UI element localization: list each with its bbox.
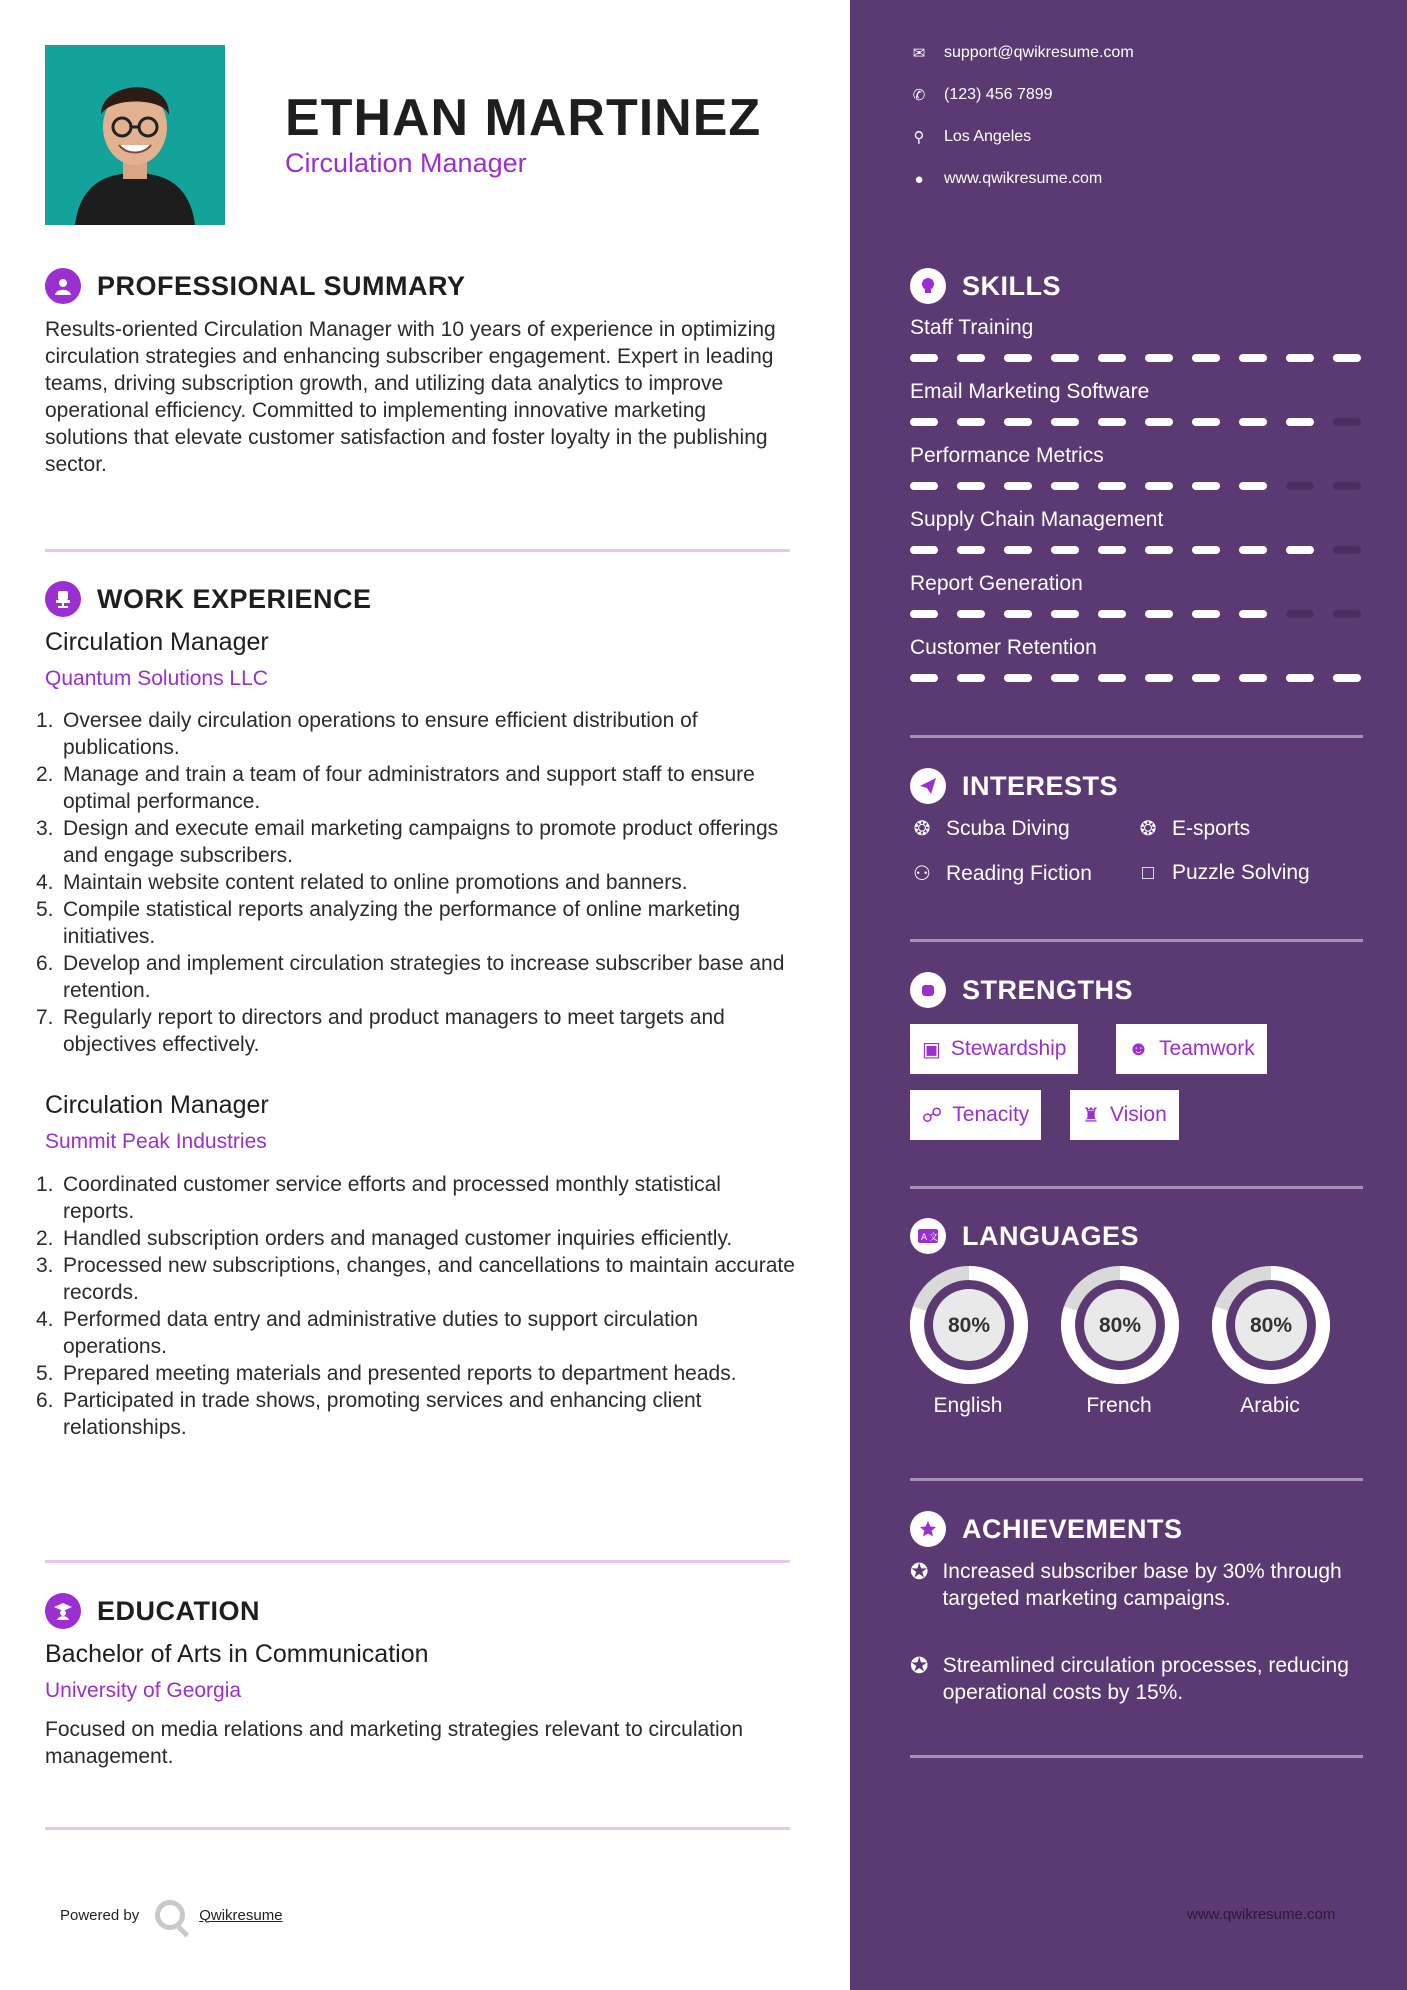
interest-item: ❂ E-sports <box>1136 816 1250 841</box>
strengths-title: STRENGTHS <box>962 974 1134 1005</box>
skill-dot <box>957 482 985 490</box>
skill-dot <box>1192 610 1220 618</box>
skill-level <box>910 418 1380 426</box>
skill-dot <box>1145 482 1173 490</box>
skill-dot <box>1286 610 1314 618</box>
section-divider <box>910 1755 1363 1758</box>
list-item: 2. Manage and train a team of four administrators and support staff to ensure optimal performance. <box>36 763 755 813</box>
skill-dot <box>1004 610 1032 618</box>
list-item: 4. Maintain website content related to online promotions and banners. <box>36 871 688 894</box>
language-item <box>1210 1264 1330 1418</box>
skill-name: Customer Retention <box>910 636 1097 659</box>
skill-dot <box>910 610 938 618</box>
qwikresume-logo <box>155 1900 185 1930</box>
job-title: Circulation Manager <box>45 1091 269 1119</box>
education-heading <box>45 1593 260 1629</box>
skill-level <box>910 482 1380 490</box>
job-duties <box>36 1171 795 1441</box>
skill-dot <box>1239 610 1267 618</box>
star-badge-icon <box>910 1511 946 1547</box>
translate-icon <box>910 1218 946 1254</box>
skill-dot <box>1333 354 1361 362</box>
skill-dot <box>1145 418 1173 426</box>
skill-dot <box>910 674 938 682</box>
skill-level <box>910 610 1380 618</box>
skill-dot <box>1098 482 1126 490</box>
skill-dot <box>1333 482 1361 490</box>
lifebuoy-icon: ❂ <box>1139 818 1157 840</box>
language-ring <box>1059 1264 1181 1386</box>
skill-dot <box>910 546 938 554</box>
skill-dot <box>1098 418 1126 426</box>
graduate-icon <box>45 1593 81 1629</box>
skill-dot <box>1333 674 1361 682</box>
language-item <box>908 1264 1028 1418</box>
skill-dot <box>1239 674 1267 682</box>
skill-dot <box>1051 354 1079 362</box>
sidebar <box>850 0 1407 1990</box>
achievement-item: ✪ Streamlined circulation processes, reducing operational costs by 15%. <box>910 1653 1349 1704</box>
company-name: Summit Peak Industries <box>45 1130 267 1153</box>
section-divider <box>910 1478 1363 1481</box>
list-item: 3. Processed new subscriptions, changes, and cancellations to maintain accurate records. <box>36 1254 795 1304</box>
list-item: 6. Develop and implement circulation strategies to increase subscriber base and retention. <box>36 952 785 1002</box>
strength-tag: ☍ Tenacity <box>910 1090 1041 1140</box>
skill-dot <box>957 674 985 682</box>
section-divider <box>910 735 1363 738</box>
skill-dot <box>1004 418 1032 426</box>
briefcase-icon: ▣ <box>922 1038 941 1061</box>
envelope-icon: ✉ <box>912 45 926 62</box>
skill-dot <box>1286 546 1314 554</box>
skill-dot <box>1098 610 1126 618</box>
skill-name: Supply Chain Management <box>910 508 1164 531</box>
contact-email[interactable]: ✉ support@qwikresume.com <box>910 44 1134 62</box>
powered-by: Powered by Qwikresume <box>60 1900 283 1930</box>
achievements-title: ACHIEVEMENTS <box>962 1513 1183 1544</box>
list-item: 1. Oversee daily circulation operations to ensure efficient distribution of publications. <box>36 709 698 759</box>
summary-title: PROFESSIONAL SUMMARY <box>97 270 466 301</box>
contact-phone[interactable]: ✆ (123) 456 7899 <box>910 86 1053 104</box>
shooting-star-icon: ✪ <box>910 1559 929 1584</box>
list-item: 6. Participated in trade shows, promoting services and enhancing client relationships. <box>36 1389 702 1439</box>
shooting-star-icon: ✪ <box>910 1653 929 1678</box>
skill-dot <box>1192 418 1220 426</box>
skill-dot <box>1098 674 1126 682</box>
profile-photo <box>45 45 225 225</box>
achievement-item: ✪ Increased subscriber base by 30% through targeted marketing campaigns. <box>910 1559 1342 1610</box>
section-divider <box>45 549 790 552</box>
skill-dot <box>957 354 985 362</box>
skill-name: Report Generation <box>910 572 1083 595</box>
company-name: Quantum Solutions LLC <box>45 667 268 690</box>
skill-dot <box>1145 674 1173 682</box>
skill-dot <box>1286 354 1314 362</box>
lifebuoy-icon: ❂ <box>913 818 931 840</box>
map-pin-icon: ⚲ <box>913 129 925 146</box>
gamepad-icon: ⚇ <box>913 863 931 885</box>
skill-dot <box>1145 610 1173 618</box>
section-divider <box>910 939 1363 942</box>
skill-dot <box>1004 674 1032 682</box>
globe-icon: ● <box>914 170 924 188</box>
qwikresume-link[interactable]: Qwikresume <box>199 1906 283 1924</box>
language-ring <box>908 1264 1030 1386</box>
candidate-name: ETHAN MARTINEZ <box>285 89 762 147</box>
languages-heading <box>910 1218 1139 1254</box>
footer-site-link[interactable]: www.qwikresume.com <box>1187 1906 1336 1923</box>
interest-item: ⚇ Reading Fiction <box>910 861 1092 886</box>
section-divider <box>910 1186 1363 1189</box>
list-item: 3. Design and execute email marketing campaigns to promote product offerings and engage subscribers. <box>36 817 779 867</box>
strength-tag: ♜ Vision <box>1070 1090 1179 1140</box>
skill-dot <box>957 610 985 618</box>
language-percent: 80% <box>1249 1314 1293 1337</box>
summary-text: Results-oriented Circulation Manager with 10 years of experience in optimizing circulation strategies and enhancing subscriber engagement. Expert in leading teams, driving subscription growth, and utilizing data analytics to improve operational efficiency. Committed to implementing innovative marketing solutions that elevate customer satisfaction and foster loyalty in the publishing sector. <box>45 318 776 476</box>
interest-item: □ Puzzle Solving <box>1136 861 1310 885</box>
section-divider <box>45 1827 790 1830</box>
job-duties <box>36 707 795 1058</box>
language-item <box>1059 1264 1179 1418</box>
list-item: 1. Coordinated customer service efforts and processed monthly statistical reports. <box>36 1173 721 1223</box>
experience-title: WORK EXPERIENCE <box>97 583 372 614</box>
skill-dot <box>1051 610 1079 618</box>
paper-plane-icon <box>910 768 946 804</box>
skills-title: SKILLS <box>962 270 1062 301</box>
candidate-role: Circulation Manager <box>285 148 527 178</box>
languages-title: LANGUAGES <box>962 1220 1140 1251</box>
skill-dot <box>1098 354 1126 362</box>
skills-heading <box>910 268 1061 304</box>
svg-text:文: 文 <box>929 1233 938 1243</box>
phone-icon: ✆ <box>912 87 926 104</box>
job-title: Circulation Manager <box>45 628 269 656</box>
skill-dot <box>1051 482 1079 490</box>
skill-dot <box>1192 354 1220 362</box>
skill-dot <box>1192 546 1220 554</box>
section-divider <box>45 1560 790 1563</box>
interests-title: INTERESTS <box>962 770 1119 801</box>
skill-dot <box>1239 418 1267 426</box>
skill-dot <box>1239 482 1267 490</box>
skill-dot <box>910 354 938 362</box>
list-item: 7. Regularly report to directors and product managers to meet targets and objectives effectively. <box>36 1006 725 1056</box>
skill-dot <box>1192 674 1220 682</box>
skill-dot <box>1286 418 1314 426</box>
experience-heading <box>45 581 372 617</box>
user-icon <box>45 268 81 304</box>
achievements-heading <box>910 1511 1183 1547</box>
skill-dot <box>910 482 938 490</box>
skill-dot <box>1004 546 1032 554</box>
education-description: Focused on media relations and marketing strategies relevant to circulation management. <box>45 1718 744 1768</box>
skill-dot <box>1004 354 1032 362</box>
skill-dot <box>1192 482 1220 490</box>
skill-dot <box>1004 482 1032 490</box>
skill-level <box>910 674 1380 682</box>
skill-dot <box>1239 354 1267 362</box>
skill-dot <box>1333 418 1361 426</box>
list-item: 5. Compile statistical reports analyzing the performance of online marketing initiatives. <box>36 898 740 948</box>
list-item: 2. Handled subscription orders and managed customer inquiries efficiently. <box>36 1227 733 1250</box>
list-item: 4. Performed data entry and administrative duties to support circulation operations. <box>36 1308 698 1358</box>
skill-dot <box>1051 674 1079 682</box>
degree-title: Bachelor of Arts in Communication <box>45 1640 429 1668</box>
skill-dot <box>1333 610 1361 618</box>
summary-heading <box>45 268 466 304</box>
interests-heading <box>910 768 1118 804</box>
binoculars-icon: ♜ <box>1082 1104 1100 1127</box>
fist-icon <box>910 972 946 1008</box>
language-percent: 80% <box>947 1314 991 1337</box>
interest-item: ❂ Scuba Diving <box>910 816 1070 841</box>
contact-location: ⚲ Los Angeles <box>910 128 1031 146</box>
skill-dot <box>1286 674 1314 682</box>
language-ring <box>1210 1264 1332 1386</box>
strengths-heading <box>910 972 1133 1008</box>
list-item: 5. Prepared meeting materials and presented reports to department heads. <box>36 1362 737 1385</box>
chair-icon <box>45 581 81 617</box>
strength-tag: ▣ Stewardship <box>910 1024 1078 1074</box>
language-percent: 80% <box>1098 1314 1142 1337</box>
link-icon: ☍ <box>922 1104 943 1127</box>
language-name: French <box>1086 1394 1152 1417</box>
contact-website[interactable]: ● www.qwikresume.com <box>910 170 1102 188</box>
skill-name: Staff Training <box>910 316 1034 339</box>
skill-dot <box>1098 546 1126 554</box>
school-name: University of Georgia <box>45 1679 242 1702</box>
education-title: EDUCATION <box>97 1595 260 1626</box>
skill-dot <box>910 418 938 426</box>
skill-dot <box>1051 546 1079 554</box>
skill-dot <box>1145 354 1173 362</box>
language-name: English <box>933 1394 1003 1417</box>
skill-dot <box>1051 418 1079 426</box>
skill-level <box>910 546 1380 554</box>
strength-tag: ☻ Teamwork <box>1116 1024 1267 1074</box>
skill-name: Performance Metrics <box>910 444 1104 467</box>
skill-dot <box>1333 546 1361 554</box>
users-icon: ☻ <box>1128 1037 1150 1060</box>
skill-dot <box>1145 546 1173 554</box>
skill-dot <box>957 418 985 426</box>
lightbulb-icon <box>910 268 946 304</box>
skill-level <box>910 354 1380 362</box>
svg-text:A: A <box>921 1233 928 1243</box>
skill-dot <box>957 546 985 554</box>
skill-name: Email Marketing Software <box>910 380 1150 403</box>
skill-dot <box>1286 482 1314 490</box>
book-icon: □ <box>1141 861 1155 884</box>
skill-dot <box>1239 546 1267 554</box>
language-name: Arabic <box>1240 1394 1300 1417</box>
